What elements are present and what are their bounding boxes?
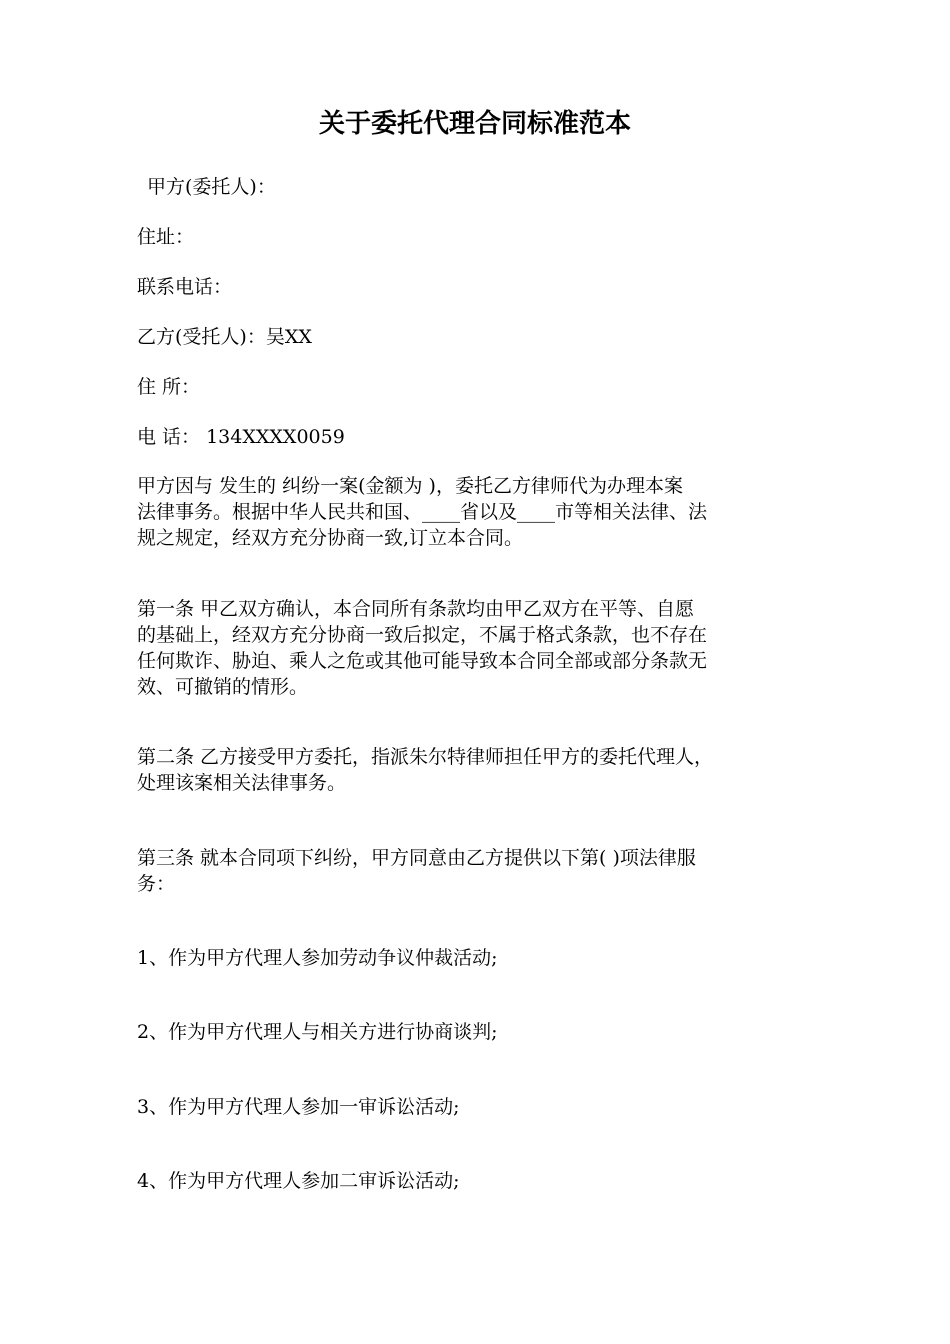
article-line: 务： (137, 873, 176, 895)
article-line: 任何欺诈、胁迫、乘人之危或其他可能导致本合同全部或部分条款无 (137, 650, 708, 672)
party-b-field: 乙方(受托人)：吴XX (137, 326, 312, 348)
article-1 (137, 596, 827, 700)
article-line: 的基础上，经双方充分协商一致后拟定，不属于格式条款，也不存在 (137, 624, 708, 646)
intro-line: 规之规定，经双方充分协商一致,订立本合同。 (137, 527, 524, 549)
service-item: 4、作为甲方代理人参加二审诉讼活动; (137, 1170, 460, 1192)
article-line: 第一条 甲乙双方确认，本合同所有条款均由甲乙双方在平等、自愿 (137, 598, 695, 620)
intro-line: 法律事务。根据中华人民共和国、____省以及____市等相关法律、法 (137, 501, 708, 523)
tel-field: 电 话： 134XXXX0059 (137, 426, 345, 448)
article-3 (137, 845, 827, 897)
intro-line: 甲方因与 发生的 纠纷一案(金额为 )，委托乙方律师代为办理本案 (137, 475, 683, 497)
service-item: 3、作为甲方代理人参加一审诉讼活动; (137, 1096, 460, 1118)
phone-field: 联系电话： (137, 276, 233, 298)
article-line: 效、可撤销的情形。 (137, 676, 309, 698)
article-line: 第二条 乙方接受甲方委托，指派朱尔特律师担任甲方的委托代理人， (137, 746, 714, 768)
document-title: 关于委托代理合同标准范本 (318, 109, 631, 139)
service-item: 2、作为甲方代理人与相关方进行协商谈判; (137, 1021, 498, 1043)
intro-paragraph (137, 473, 827, 551)
party-a-field: 甲方(委托人)： (147, 176, 276, 198)
article-2 (137, 744, 827, 796)
article-line: 第三条 就本合同项下纠纷，甲方同意由乙方提供以下第( )项法律服 (137, 847, 696, 869)
article-line: 处理该案相关法律事务。 (137, 772, 347, 794)
address-field: 住址： (137, 226, 195, 248)
service-item: 1、作为甲方代理人参加劳动争议仲裁活动; (137, 947, 498, 969)
residence-field: 住 所： (137, 376, 201, 398)
